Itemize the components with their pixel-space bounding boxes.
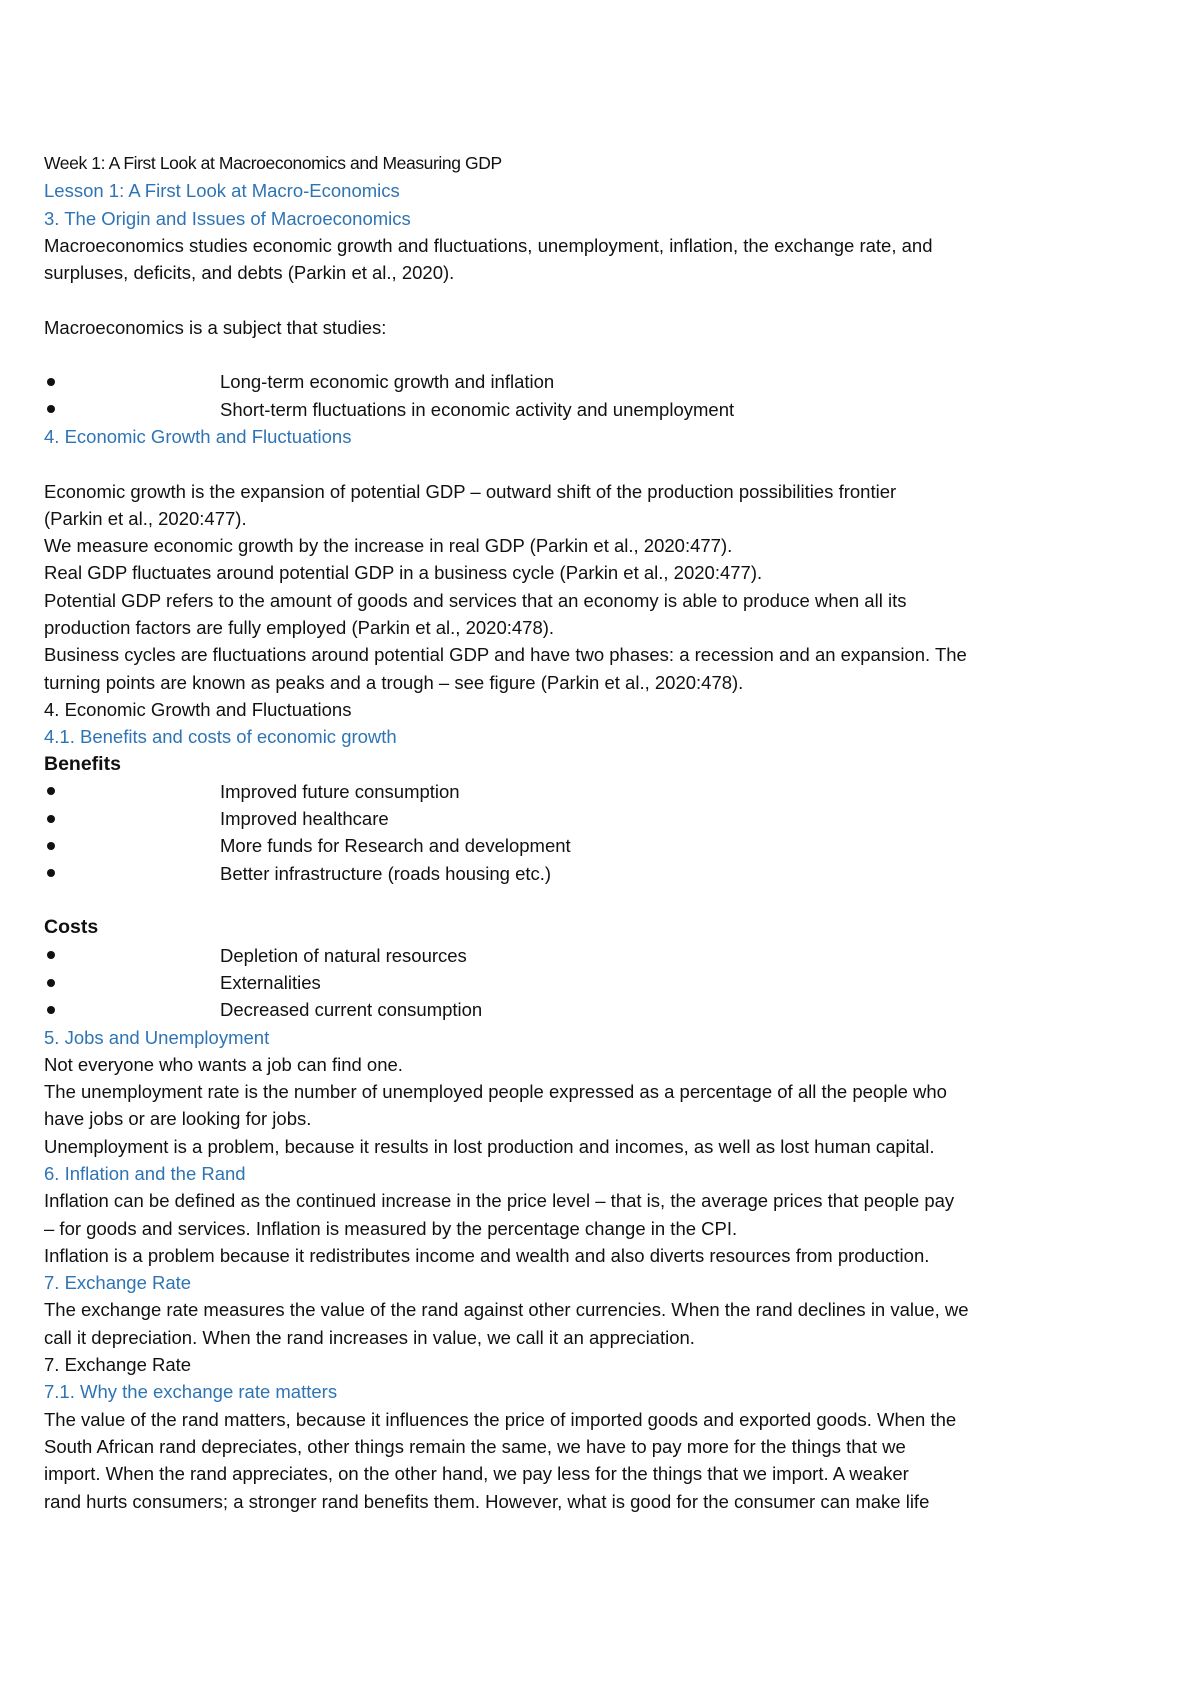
benefits-label: Benefits bbox=[44, 752, 121, 775]
list-item-text: Depletion of natural resources bbox=[220, 944, 467, 966]
blank-line bbox=[44, 887, 1100, 914]
section-4-heading: 4. Economic Growth and Fluctuations bbox=[44, 425, 352, 447]
list-item bbox=[44, 368, 1100, 395]
list-item-text: More funds for Research and development bbox=[220, 835, 571, 857]
bullet-icon bbox=[47, 979, 55, 987]
paragraph-line: Inflation is a problem because it redistributes income and wealth and also diverts resources from production. bbox=[44, 1244, 930, 1266]
list-item-text: Externalities bbox=[220, 971, 321, 993]
list-item-text: Long-term economic growth and inflation bbox=[220, 371, 555, 393]
list-item bbox=[44, 832, 1100, 859]
blank-line bbox=[44, 341, 1100, 368]
list-item bbox=[44, 969, 1100, 996]
list-item bbox=[44, 805, 1100, 832]
paragraph-line: Business cycles are fluctuations around potential GDP and have two phases: a recession and an expansion. The bbox=[44, 644, 967, 666]
paragraph-line: The unemployment rate is the number of unemployed people expressed as a percentage of all the people who bbox=[44, 1081, 947, 1103]
week-title: Week 1: A First Look at Macroeconomics and Measuring GDP bbox=[44, 153, 502, 173]
bullet-icon bbox=[47, 378, 55, 386]
paragraph-line: Real GDP fluctuates around potential GDP in a business cycle (Parkin et al., 2020:477). bbox=[44, 562, 763, 584]
paragraph-line: Unemployment is a problem, because it results in lost production and incomes, as well as lost human capital. bbox=[44, 1135, 935, 1157]
section-7-1-heading: 7.1. Why the exchange rate matters bbox=[44, 1381, 338, 1403]
section-4-1-heading: 4.1. Benefits and costs of economic growth bbox=[44, 726, 397, 748]
paragraph-line: Macroeconomics is a subject that studies: bbox=[44, 316, 387, 338]
list-item bbox=[44, 396, 1100, 423]
paragraph-line: The exchange rate measures the value of the rand against other currencies. When the rand declines in value, we bbox=[44, 1299, 969, 1321]
paragraph-line: The value of the rand matters, because it influences the price of imported goods and exported goods. When the bbox=[44, 1408, 957, 1430]
bullet-icon bbox=[47, 405, 55, 413]
paragraph-line: Inflation can be defined as the continued increase in the price level – that is, the average prices that people pay bbox=[44, 1190, 955, 1212]
list-item-text: Decreased current consumption bbox=[220, 999, 483, 1021]
list-item bbox=[44, 778, 1100, 805]
bullet-icon bbox=[47, 787, 55, 795]
list-item-text: Better infrastructure (roads housing etc.) bbox=[220, 862, 552, 884]
paragraph-line: We measure economic growth by the increase in real GDP (Parkin et al., 2020:477). bbox=[44, 535, 733, 557]
paragraph-line: Potential GDP refers to the amount of goods and services that an economy is able to produce when all its bbox=[44, 589, 907, 611]
paragraph-line: call it depreciation. When the rand increases in value, we call it an appreciation. bbox=[44, 1326, 695, 1348]
section-3-heading: 3. The Origin and Issues of Macroeconomics bbox=[44, 207, 411, 229]
list-item bbox=[44, 996, 1100, 1023]
section-5-heading: 5. Jobs and Unemployment bbox=[44, 1026, 270, 1048]
paragraph-line: Not everyone who wants a job can find one. bbox=[44, 1053, 403, 1075]
list-item-text: Improved healthcare bbox=[220, 808, 389, 830]
lesson-title: Lesson 1: A First Look at Macro-Economics bbox=[44, 180, 400, 202]
paragraph-line: surpluses, deficits, and debts (Parkin et al., 2020). bbox=[44, 262, 455, 284]
blank-line bbox=[44, 286, 1100, 313]
section-7-heading: 7. Exchange Rate bbox=[44, 1272, 192, 1294]
paragraph-line: import. When the rand appreciates, on the other hand, we pay less for the things that we import. A weaker bbox=[44, 1463, 909, 1485]
paragraph-line: Economic growth is the expansion of potential GDP – outward shift of the production possibilities frontier bbox=[44, 480, 897, 502]
bullet-icon bbox=[47, 951, 55, 959]
bullet-icon bbox=[47, 1006, 55, 1014]
list-item-text: Short-term fluctuations in economic activity and unemployment bbox=[220, 398, 735, 420]
bullet-icon bbox=[47, 815, 55, 823]
paragraph-line: – for goods and services. Inflation is measured by the percentage change in the CPI. bbox=[44, 1217, 738, 1239]
paragraph-line: (Parkin et al., 2020:477). bbox=[44, 507, 247, 529]
list-item bbox=[44, 942, 1100, 969]
list-item-text: Improved future consumption bbox=[220, 780, 460, 802]
costs-label: Costs bbox=[44, 916, 99, 939]
bullet-icon bbox=[47, 842, 55, 850]
paragraph-line: Macroeconomics studies economic growth and fluctuations, unemployment, inflation, the exchange rate, and bbox=[44, 234, 933, 256]
section-6-heading: 6. Inflation and the Rand bbox=[44, 1162, 246, 1184]
paragraph-line: production factors are fully employed (Parkin et al., 2020:478). bbox=[44, 617, 555, 639]
section-7-repeat-heading: 7. Exchange Rate bbox=[44, 1354, 192, 1376]
paragraph-line: have jobs or are looking for jobs. bbox=[44, 1108, 312, 1130]
section-4-repeat-heading: 4. Economic Growth and Fluctuations bbox=[44, 698, 352, 720]
blank-line bbox=[44, 450, 1100, 477]
paragraph-line: turning points are known as peaks and a trough – see figure (Parkin et al., 2020:478). bbox=[44, 671, 744, 693]
paragraph-line: rand hurts consumers; a stronger rand benefits them. However, what is good for the consumer can make life bbox=[44, 1490, 930, 1512]
paragraph-line: South African rand depreciates, other things remain the same, we have to pay more for the things that we bbox=[44, 1435, 906, 1457]
list-item bbox=[44, 860, 1100, 887]
bullet-icon bbox=[47, 869, 55, 877]
